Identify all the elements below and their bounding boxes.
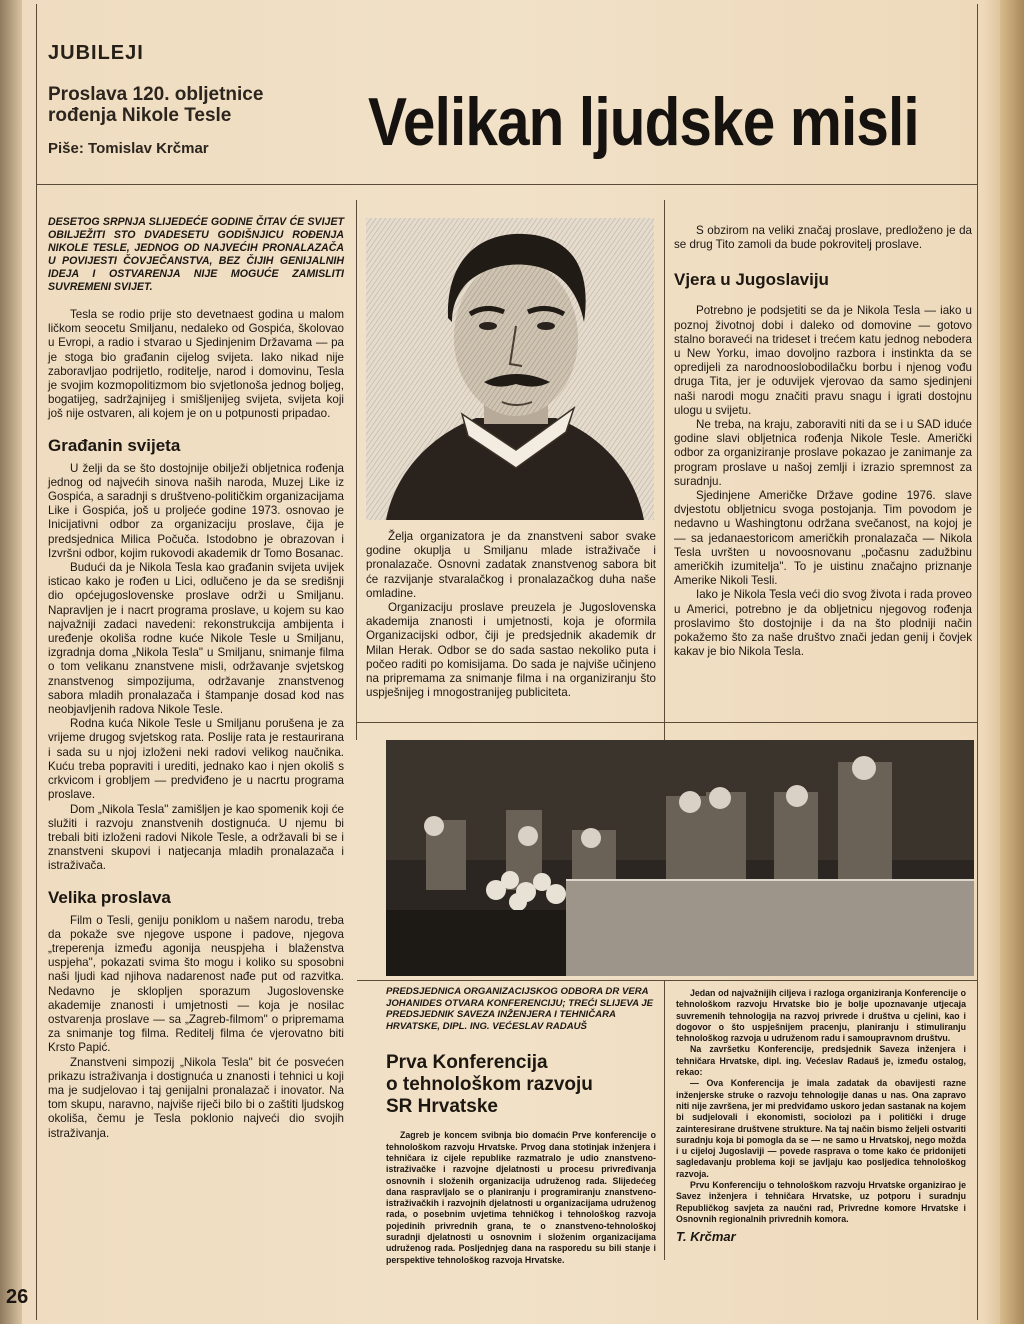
column-rule [356, 200, 357, 740]
portrait-engraving [366, 218, 654, 520]
paragraph: Rodna kuća Nikole Tesle u Smiljanu porušena je za vrijeme drugog svjetskog rata. Poslije rata je restaurirana i sada su u njoj izloženi neki radovi velikog naučnika. Kuću treba popraviti i urediti, jednako kao i njen okoliš s crkvicom i grobljem — predviđeno je u nacrtu programa proslave. [48, 717, 344, 802]
conference-box-left [386, 986, 656, 1266]
subhead-gradanin-svijeta: Građanin svijeta [48, 435, 181, 455]
article-headline: Velikan ljudske misli [368, 84, 919, 160]
paragraph: Želja organizatora je da znanstveni sabor svake godine okuplja u Smiljanu mlade istraživače i pronalazače. Osnovni zadatak znanstvenog sabora bit će razvijanje stvaralačkog i pronalazačkog duha naše omladine. [366, 530, 656, 600]
photo-top-rule [357, 722, 977, 723]
conference-intro [386, 1130, 656, 1266]
binding-spine [0, 0, 22, 1324]
page-number: 26 [6, 1286, 29, 1308]
conference-photo [386, 740, 974, 976]
lead-paragraph: DESETOG SRPNJA SLIJEDEĆE GODINE ČITAV ĆE SVIJET OBILJEŽITI STO DVADESETU GODIŠNJICU ROĐENJA NIKOLE TESLE, JEDNOG OD NAJVEĆIH PRONALAZAČA U POVIJESTI ČOVJEČANSTVA, BEZ ČIJIH GENIJALNIH IDEJA I OSTVARENJA NIJE MOGUĆE ZAMISLITI SUVREMENI SVIJET. [48, 216, 344, 293]
paragraph: Znanstveni simpozij „Nikola Tesla" bit će posvećen prikazu istraživanja i dostignuća u znanosti i tehnici u koji ma je sudjelovao i taj genijalni pronalazač i inovator. Na tom skupu, naravno, najviše riječi bilo bi o zaštiti ljudskog okoliša, čemu je Tesla poklonio najveći dio svojih istraživanja. [48, 1055, 344, 1140]
paragraph: U želji da se što dostojnije obilježi obljetnica rođenja jednog od najvećih sinova naših naroda, Muzej Like iz Gospića, a saradnji s društveno-političkim organizacijama Like i Gospića, još u proljeće godine 1973. osnovao je Inicijativni odbor za organizaciju proslave, čija je predsjednica Milica Počuča. Istodobno je obrazovan i Izvršni odbor, kojim rukovodi akademik dr Tomo Bosanac. [48, 461, 344, 560]
header-rule [37, 184, 977, 185]
next-page-edge [1000, 0, 1024, 1324]
paragraph: Film o Tesli, geniju poniklom u našem narodu, treba da pokaže sve njegove uspone i padove, njegova „treperenja između agonija neuspjeha i blaženstva uspjeha", pokazati svima što mogu i koliko su sposobni naši ljudi kad njihova nadarenost nađe put od razvitka. Nedavno je sklopljen sporazum Jugoslovenske akademije znanosti i umjetnosti — koja je nosilac ostvarenja proslave — sa „Zagreb-filmom" o pripremama za snimanje tog filma. Reditelj filma će vjerovatno biti Krsto Papić. [48, 913, 344, 1055]
conference-box-right [676, 988, 966, 1243]
article-kicker [48, 84, 308, 126]
byline: Piše: Tomislav Krčmar [48, 140, 209, 157]
conference-title [386, 1052, 656, 1118]
paragraph: Zagreb je koncem svibnja bio domaćin Prve konferencije o tehnološkom razvoju Hrvatske. Prvog dana stotinjak inženjera i tehničara iz cijele republike razmatralo je udio znanstveno-istraživačke i razvojne djelatnosti u procesu privređivanja osnovnih i složenih organizacija udruženog rada. Slijedećeg dana raspravljalo se o planiranju i programiranju znanstveno-istraživačkih i razvojnih djelatnosti u organizacijama udruženog rada, o posebnim uvjetima tehničkog i tehnološkog razvoja pojedinih privrednih grana, te o znanstveno-tehnološkoj suradnji djelatnosti u osnovnim i složenim organizacijama udruženog rada. Posljednjeg dana na rasporedu su bili stanje i perspektive tehnološkog razvoja Hrvatske. [386, 1130, 656, 1265]
conference-scene [386, 740, 974, 976]
column-rule [664, 980, 665, 1260]
paragraph: Budući da je Nikola Tesla kao građanin svijeta uvijek isticao kako je rođen u Lici, odlučeno je da se središnji dio općejugoslovenske proslave održi u Smiljanu. Napravljen je i nacrt programa proslave, u kojem su kao najvažniji zadaci navedeni: rekonstrukcija ambijenta i uređenje okoliša rodne kuće Nikole Tesle u Smiljanu, izgradnja doma „Nikola Tesla" u Smiljanu, snimanje filma o tom velikanu znanstvene misli, održavanje svjetskog znanstvenog simpozijuma, održavanje znanstvenog sabora mladih pronalazača i štampanje dosad kod nas neobjavljenih radova Nikole Tesle. [48, 561, 344, 717]
paragraph: Jedan od najvažnijih ciljeva i razloga organiziranja Konferencije o tehnološkom razvoju Hrvatske bio je bolje upoznavanje utjecaja suvremenih tehnologija na razvoj privrede i društva u cjelini, kao i dogovor o što uspješnijem pracenju, planiranju i stimuliranju tehnološkog razvoja u udruženom radu i samoupravnom društvu. [676, 988, 966, 1044]
left-column [48, 216, 344, 1141]
tesla-portrait [366, 218, 654, 520]
signature: T. Krčmar [676, 1229, 736, 1245]
section-label: JUBILEJI [48, 42, 144, 64]
column-rule [664, 200, 665, 740]
paragraph: Ne treba, na kraju, zaboraviti niti da se i u SAD iduće godine slavi obljetnica rođenja Nikole Tesle. Američki odbor za organiziranje proslave pokazao je zanimanje za program proslave u našoj zemlji i izrazio spremnost za suradnju. [674, 418, 972, 488]
paragraph: Potrebno je podsjetiti se da je Nikola Tesla — iako u poznoj životnoj dobi i daleko od domovine — gotovo stalno boraveći na trideset i trećem katu jednog nebodera u New Yorku, imao dovoljno razbora i instinkta da se opredijeli za narodnooslobodilačku borbu i njenog vođu druga Tita, jer je oduvijek vjerovao da samo sjedinjeni naši narodi mogu značiti pravu snagu i igrati dostojnu ulogu u svijetu. [674, 304, 972, 417]
kicker-line-2: rođenja Nikole Tesle [48, 105, 232, 126]
paragraph: Dom „Nikola Tesla" zamišljen je kao spomenik koji će služiti i razvoju znanstvenih dostignuća. U njemu bi trebali biti izloženi radovi Nikole Tesle, a održavali bi se i znanstveni skupovi i natjecanja mladih pronalazača i istraživača. [48, 802, 344, 873]
right-column [674, 224, 972, 659]
photo-caption: PREDSJEDNICA ORGANIZACIJSKOG ODBORA DR VERA JOHANIDES OTVARA KONFERENCIJU; TREĆI SLIJEVA JE PREDSJEDNIK SAVEZA INŽENJERA I TEHNIČARA HRVATSKE, DIPL. ING. VEĆESLAV RADAUŠ [386, 986, 654, 1032]
paragraph: Organizaciju proslave preuzela je Jugoslovenska akademija znanosti i umjetnosti, koja je oformila Organizacijski odbor, čiji je predsjednik akademik dr Milan Herak. Odbor se do sada sastao nekoliko puta i počeo raditi po komisijama. Do sada je najviše učinjeno na pripremama za snimanje filma i na organiziranju što uspješnijeg i mnogostranijeg publiciteta. [366, 601, 656, 700]
conference-title-line-3: SR Hrvatske [386, 1096, 498, 1118]
paragraph: S obzirom na veliki značaj proslave, predloženo je da se drug Tito zamoli da bude pokrovitelj proslave. [674, 224, 972, 252]
paragraph: Sjedinjene Američke Države godine 1976. slave dvjestotu obljetnicu svoga postojanja. Tim povodom je nedavno u Washingtonu održana svečanost, na kojoj je — sa jedanaestoricom američkih pronalazača — Nikola Tesla uvršten u novoosnovanu „počasnu zadužbinu američkih izumitelja". To je uistinu značajno priznanje Amerike Nikoli Tesli. [674, 489, 972, 588]
subhead-vjera-u-jugoslaviju: Vjera u Jugoslaviju [674, 270, 829, 290]
middle-column [366, 530, 656, 700]
kicker-line-1: Proslava 120. obljetnice [48, 84, 264, 105]
subhead-velika-proslava: Velika proslava [48, 887, 171, 907]
paragraph: — Ova Konferencija je imala zadatak da obavijesti razne inženjerske struke o razvoju tehnologije danas u nas. Ona zapravo niti nije završena, jer mi predviđamo uskoro jedan sastanak na kojem bi sudjelovali i ekonomisti, sociolozi pa i politički i druge zainteresirane društvene strukture. Na taj način bismo željeli ostvariti suradnju koja bi pomogla da se — ne samo u Hrvatskoj, nego možda i u cijeloj Jugoslaviji — povede rasprava o tome kako će pridonijeti sagledavanju problema koji se javljaju kao posljedica tehnološkog razvoja. [676, 1078, 966, 1179]
paragraph: Na završetku Konferencije, predsjednik Saveza inženjera i tehničara Hrvatske, dipl. ing. Većeslav Radauš je, između ostalog, rekao: [676, 1044, 966, 1078]
paragraph: Prvu Konferenciju o tehnološkom razvoju Hrvatske organizirao je Savez inženjera i tehničara Hrvatske, uz potporu i suradnju Republičkog savjeta za naučni rad, Privredne komore Hrvatske i Osnovnih regionalnih privrednih komora. [676, 1180, 966, 1224]
photo-bottom-rule [357, 980, 977, 981]
conference-title-line-1: Prva Konferencija [386, 1052, 548, 1074]
paragraph: Tesla se rodio prije sto devetnaest godina u malom ličkom seocetu Smiljanu, nedaleko od Gospića, školovao u Evropi, a radio i stvarao u Sjedinjenim Državama — pa je stoga bio građanin cijelog svijeta. Iako nikad nije zaboravljao podrijetlo, roditelje, narod i domovinu, Tesla je svojim kozmopolitizmom bio svjetlonoša jednog boljeg, bogatijeg, sadržajnijeg i smišljenijeg svijeta, svijeta koji još nije ostvaren, ali kojem je on u potpunosti pripadao. [48, 308, 344, 421]
conference-title-line-2: o tehnološkom razvoju [386, 1074, 593, 1096]
paragraph: Iako je Nikola Tesla veći dio svog života i rada proveo u Americi, potrebno je da obljetnicu njegovog rođenja proslavimo što dostojnije i da na što plodniji način pokažemo što za naše društvo znači jedan genij i čovjek kakav je bio Nikola Tesla. [674, 588, 972, 659]
